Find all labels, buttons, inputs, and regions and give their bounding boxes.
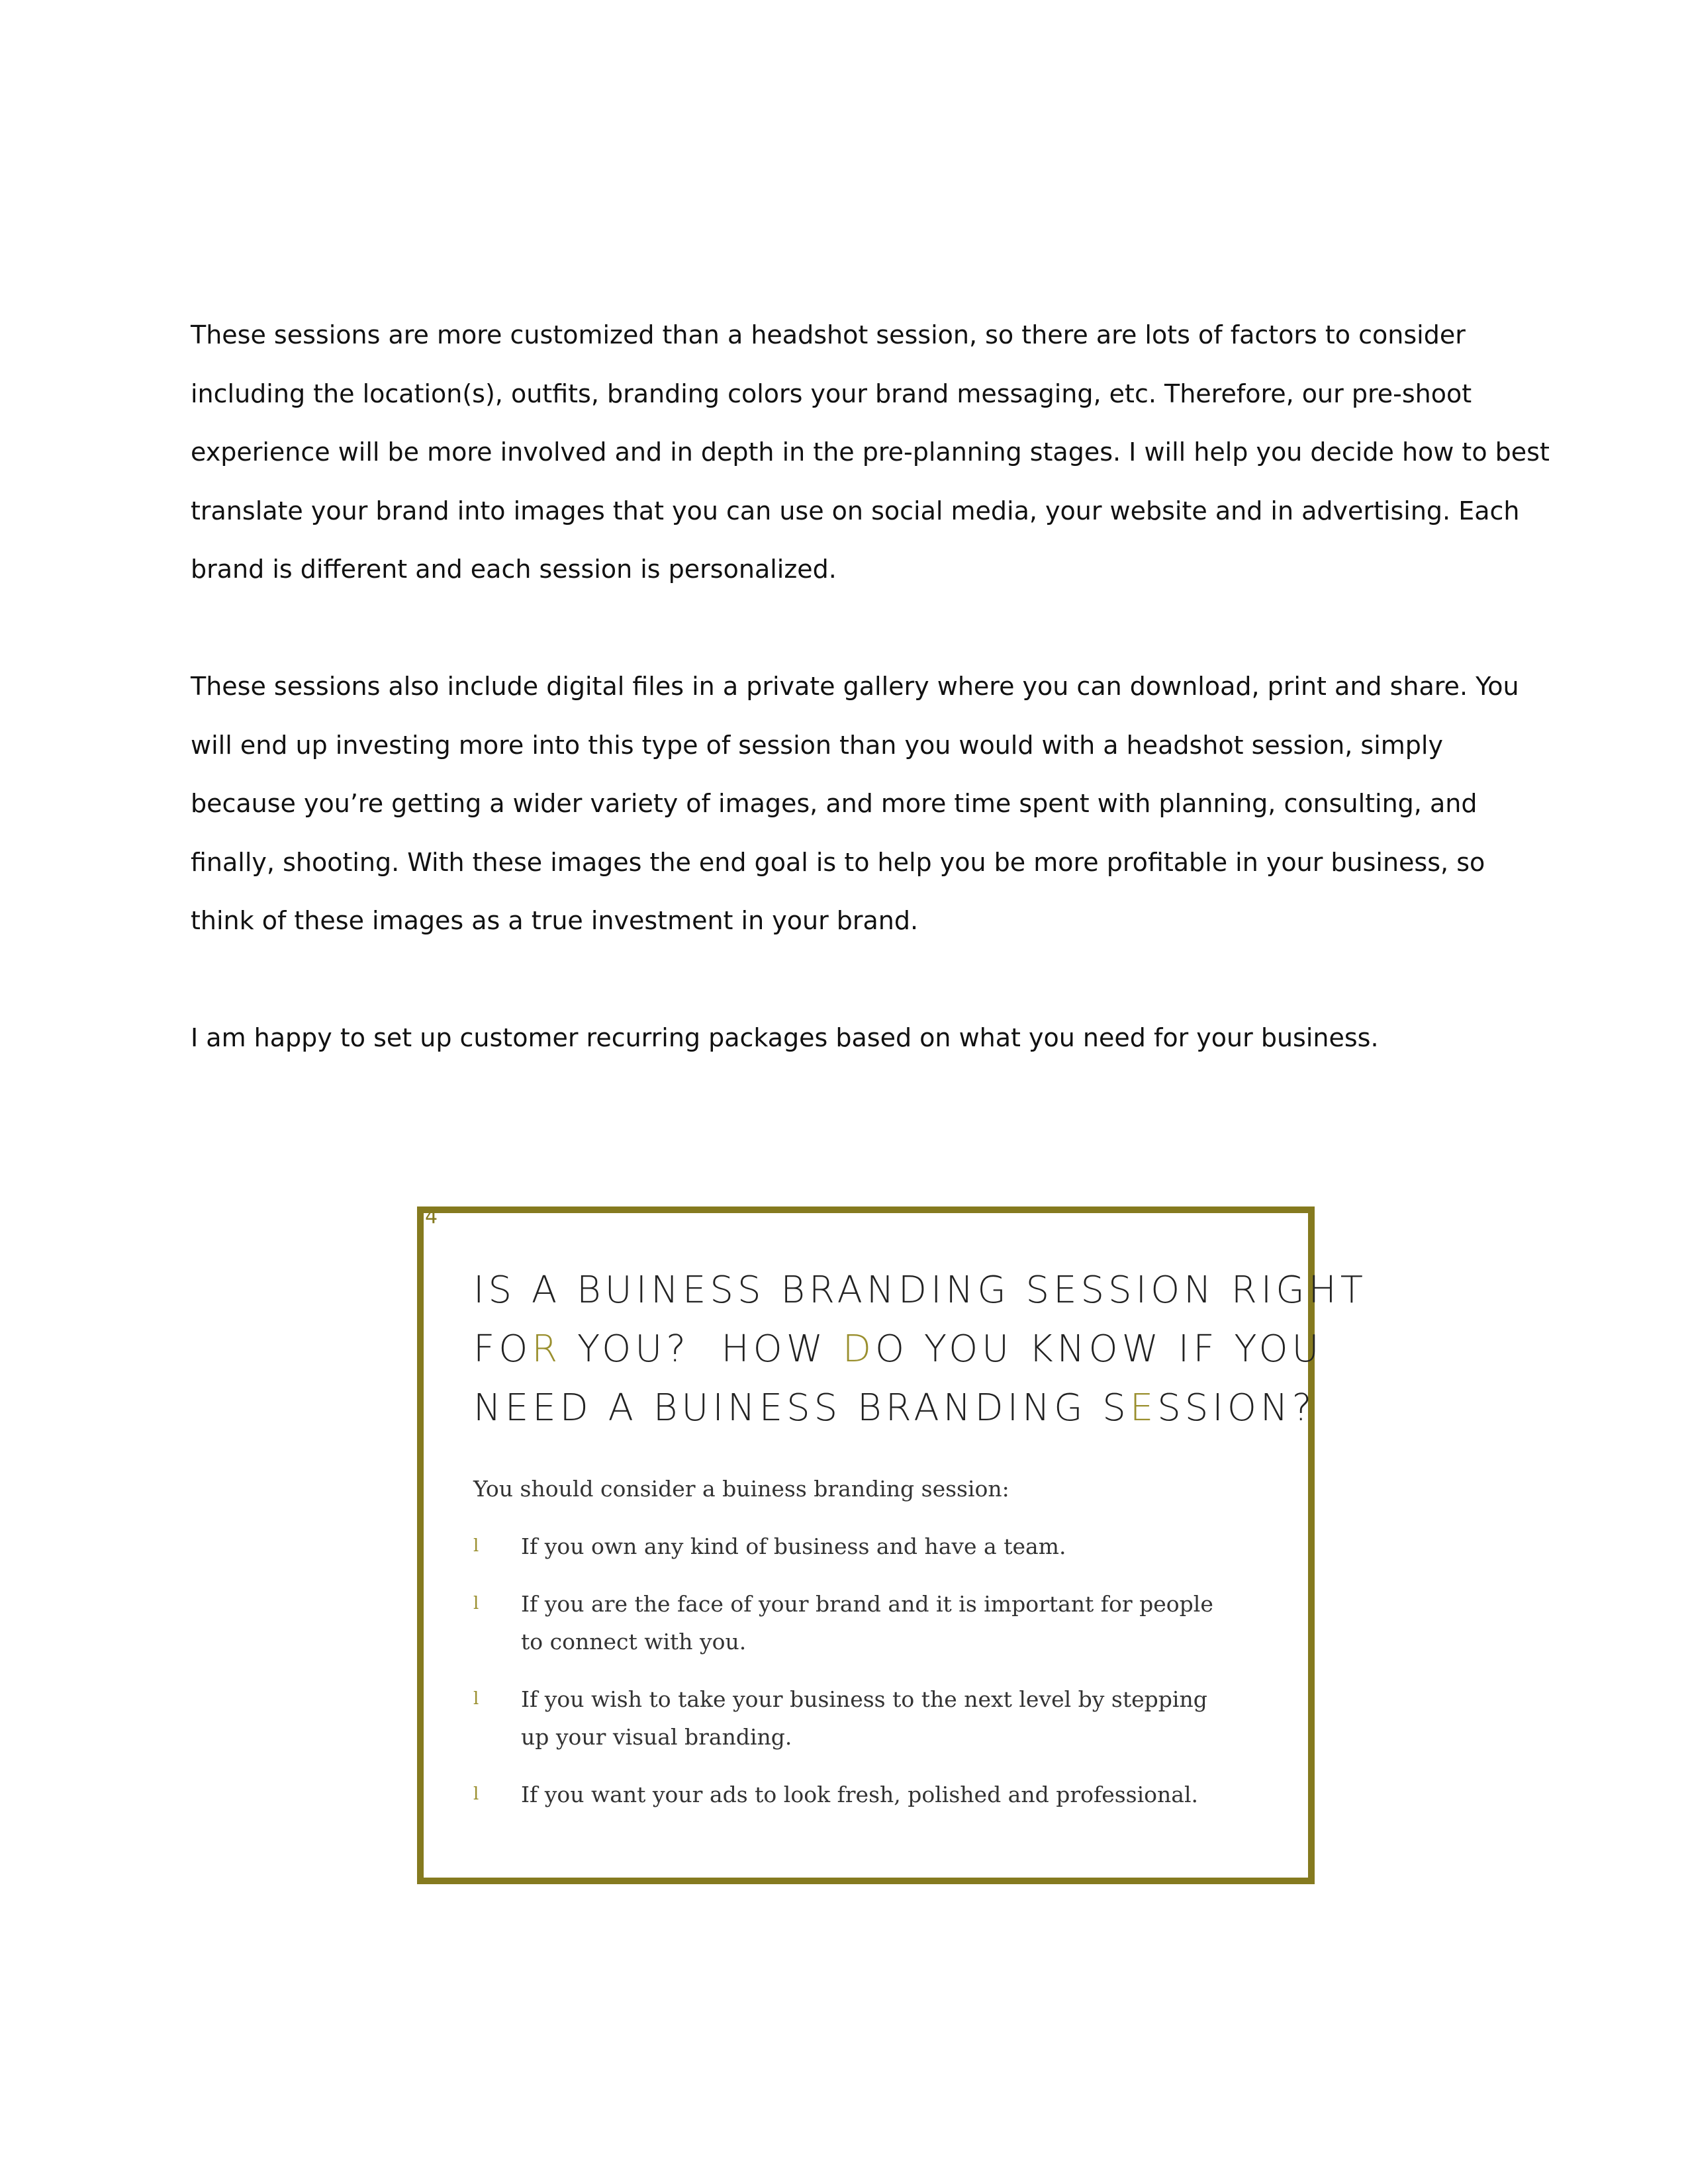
heading-line-3-part-c: SSION? <box>1157 1387 1316 1430</box>
paragraph-recurring-packages: I am happy to set up customer recurring packages based on what you need for your business. <box>191 1023 1379 1052</box>
heading-line-2 <box>473 1320 1323 1379</box>
list-item <box>473 1680 1215 1756</box>
bullet-marker: l <box>473 1536 479 1556</box>
callout-intro: You should consider a buiness branding session: <box>473 1476 1009 1502</box>
list-item <box>473 1776 1215 1813</box>
heading-line-3 <box>473 1379 1316 1437</box>
heading-line-2-part-a: FO <box>473 1328 532 1371</box>
heading-line-3-part-a: NEED A BUINESS BRANDING S <box>473 1387 1130 1430</box>
heading-line-2-part-e: O YOU KNOW IF YOU <box>875 1328 1323 1371</box>
branding-session-callout-box <box>417 1205 1367 1884</box>
list-item <box>473 1527 1215 1565</box>
list-item-text: If you are the face of your brand and it is important for people to connect with you. <box>521 1591 1213 1655</box>
list-item <box>473 1585 1215 1661</box>
heading-line-1: IS A BUINESS BRANDING SESSION RIGHT <box>473 1269 1367 1312</box>
heading-accent-letter-r: R <box>532 1328 562 1371</box>
paragraph-digital-files: These sessions also include digital files in a private gallery where you can download, print and share. You will end up investing more into this type of session than you would with a headshot session, simply because you’re getting a wider variety of images, and more time spent with planning, consulting, and finally, shooting. With these images the end goal is to help you be more profitable in your business, so think of these images as a true investment in your brand. <box>191 672 1519 935</box>
list-item-text: If you wish to take your business to the next level by stepping up your visual branding. <box>521 1686 1207 1750</box>
bullet-marker: l <box>473 1594 479 1614</box>
bullet-marker: l <box>473 1689 479 1709</box>
paragraph-customized-sessions: These sessions are more customized than a headshot session, so there are lots of factors to consider including the location(s), outfits, branding colors your brand messaging, etc. Therefore, our pre-shoot experience will be more involved and in depth in the pre-planning stages. I will help you decide how to best translate your brand into images that you can use on social media, your website and in advertising. Each brand is different and each session is personalized. <box>191 320 1550 584</box>
list-item-text: If you own any kind of business and have a team. <box>521 1533 1066 1559</box>
callout-heading <box>473 1261 1367 1437</box>
list-item-text: If you want your ads to look fresh, polished and professional. <box>521 1782 1198 1807</box>
heading-accent-letter-d: D <box>842 1328 876 1371</box>
heading-line-2-part-c: YOU? HOW <box>561 1328 843 1371</box>
criteria-list <box>473 1527 1215 1833</box>
heading-accent-letter-e: E <box>1129 1387 1158 1430</box>
corner-page-mark: 4 <box>425 1205 438 1228</box>
bullet-marker: l <box>473 1784 479 1804</box>
